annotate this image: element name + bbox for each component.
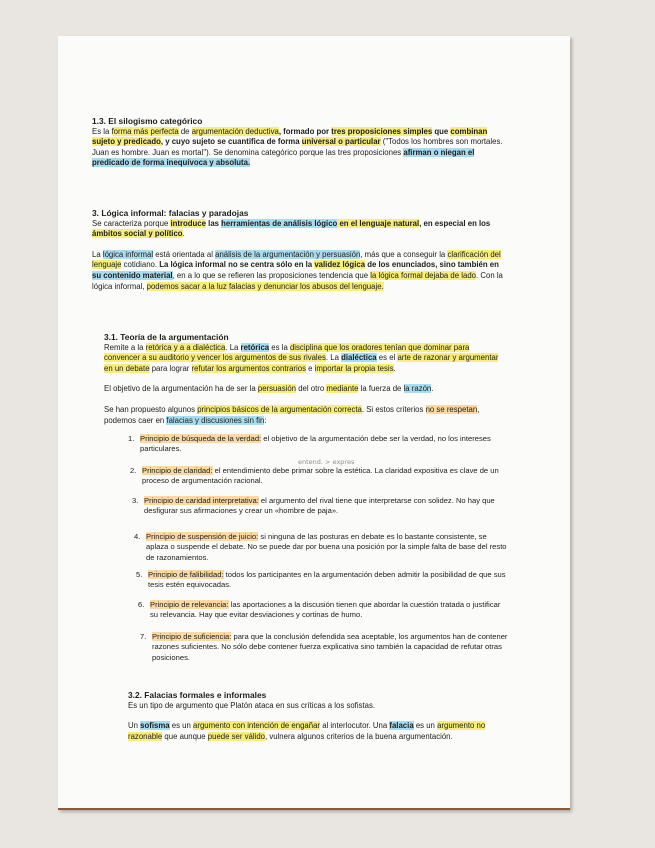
principle-item: [130, 466, 508, 487]
text: Remite a la: [104, 342, 146, 352]
section-3-1: [104, 332, 506, 426]
text: las: [205, 218, 222, 228]
text: que aunque: [162, 731, 208, 741]
text: .: [431, 384, 434, 394]
highlight: la razón: [403, 384, 432, 394]
text: , y cuyo sujeto se cuantifica de forma: [160, 137, 302, 147]
item-number: 3.: [132, 496, 139, 505]
text: es el: [376, 353, 398, 363]
highlight: mediante: [326, 384, 359, 394]
principle-item: [134, 532, 508, 563]
principle-title: Principio de suficiencia:: [152, 632, 232, 641]
text: . Con la lógica informal,: [92, 270, 503, 291]
text: . La: [225, 342, 241, 352]
item-number: 1.: [128, 434, 135, 443]
highlight: herramientas de análisis lógico: [221, 218, 338, 228]
item-number: 4.: [134, 532, 141, 541]
text: ("Todos los hombres son mortales. Juan es hombre. Juan es mortal"). Se denomina categórico porque las tres proposiciones: [92, 137, 503, 157]
text: está orientada al: [153, 249, 216, 259]
principle-text: para que la conclusión defendida sea aceptable, los argumentos han de contener razones suficientes. No sólo debe contener fuerza explicativa sino también la capacidad de refutar otras posiciones.: [152, 632, 508, 662]
text: de los enunciados, sino también en: [365, 260, 499, 270]
text: Es la: [92, 126, 112, 136]
principle-text: el objetivo de la argumentación debe ser la verdad, no los intereses particulares.: [140, 434, 491, 454]
highlight: refutar los argumentos contrarios: [191, 363, 306, 373]
highlight: introduce: [170, 218, 206, 228]
text: . Si estos criterios: [361, 404, 426, 414]
section-3: [92, 208, 508, 292]
text: cotidiano.: [121, 260, 160, 270]
principle-text: todos los participantes en la argumentación deben admitir la posibilidad de que sus tesis estén equivocadas.: [148, 570, 506, 590]
item-number: 5.: [136, 570, 143, 579]
text: :: [264, 415, 267, 425]
highlight: clarificación del lenguaje: [92, 249, 501, 270]
text: , podemos caer en: [104, 404, 480, 425]
item-number: 2.: [130, 466, 137, 475]
paragraph: [104, 343, 506, 375]
principle-text: si ninguna de las posturas en debate es lo bastante consistente, se aplaza o suspende el debate. No se puede dar por buena una posición por la simple falta de base del resto de razonamientos.: [146, 532, 507, 562]
highlight: ámbitos social y político: [92, 229, 183, 239]
section-3-2: [128, 690, 512, 742]
text: .: [393, 363, 396, 373]
text: , en especial en los: [419, 218, 491, 228]
principle-title: Principio de búsqueda de la verdad:: [140, 434, 262, 443]
text: para lograr: [149, 363, 192, 373]
highlight: en el lenguaje natural: [337, 218, 420, 228]
heading-text: Lógica informal: falacias y paradojas: [99, 208, 249, 218]
paragraph: [104, 384, 506, 395]
highlight: disciplina que los oradores tenían que dominar para convencer a su auditorio y vencer los argumentos de sus rivales: [104, 342, 470, 363]
highlight: afirman o niegan el predicado de forma inequívoca y absoluta.: [92, 147, 475, 168]
highlight: dialéctica: [341, 353, 377, 363]
highlight: retórica y a a dialéctica: [145, 342, 226, 352]
principle-title: Principio de relevancia:: [150, 600, 229, 609]
highlight: falacias y discusiones sin fin: [166, 415, 265, 425]
section-heading: 3.1. Teoría de la argumentación: [104, 332, 229, 342]
text: La: [92, 249, 103, 259]
principle-title: Principio de suspensión de juicio:: [146, 532, 259, 541]
principle-title: Principio de caridad interpretativa:: [144, 496, 259, 505]
highlight: argumento con intención de engañar: [193, 721, 321, 731]
section-heading: 3.2. Falacias formales e informales: [128, 690, 267, 700]
highlight: persuasión: [257, 384, 297, 394]
principle-item: [138, 600, 508, 621]
text: es la: [269, 342, 290, 352]
item-number: 6.: [138, 600, 145, 609]
text: Un: [128, 721, 141, 731]
highlight: principios básicos de la argumentación correcta: [197, 404, 362, 414]
text: , en a lo que se refieren las proposiciones tendencia que: [172, 270, 371, 280]
highlight: falacia: [389, 721, 414, 731]
highlight: universal o particular: [301, 137, 381, 147]
paragraph: Es un tipo de argumento que Platón ataca en sus críticas a los sofistas.: [128, 700, 376, 710]
principle-item: [140, 632, 508, 663]
highlight: argumentación deductiva: [191, 126, 279, 136]
text: es un: [169, 721, 194, 731]
highlight: no se respetan: [425, 404, 478, 414]
text: e: [306, 363, 315, 373]
text: la fuerza de: [358, 384, 404, 394]
principle-item: [128, 434, 508, 455]
principle-text: el entendimiento debe primar sobre la estética. La claridad expositiva es clave de un proceso de argumentación racional.: [142, 466, 499, 486]
paragraph: [92, 219, 508, 240]
principle-title: Principio de claridad:: [142, 466, 213, 475]
highlight: argumento no razonable: [128, 721, 486, 741]
heading-number: 3.: [92, 208, 99, 218]
principle-title: Principio de falibilidad:: [148, 570, 224, 579]
text: del otro: [296, 384, 327, 394]
text: , formado por: [278, 126, 332, 136]
text: que: [432, 126, 451, 136]
text: de: [178, 126, 192, 136]
highlight: combinan sujeto y predicado: [92, 126, 488, 147]
text: , más que a conseguir la: [360, 249, 448, 259]
highlight: sofisma: [140, 721, 170, 731]
paragraph: [92, 250, 508, 292]
text: La lógica informal no se centra sólo en la: [159, 260, 315, 270]
section-heading: 1.3. El silogismo categórico: [92, 116, 203, 126]
principle-text: las aportaciones a la discusión tienen que abordar la cuestión tratada o justificar su relevancia. Hay que evitar desviaciones y cortinas de humo.: [150, 600, 501, 620]
highlight: arte de razonar y argumentar en un debate: [104, 353, 499, 373]
principle-item: [136, 570, 508, 591]
highlight: tres proposiciones simples: [331, 126, 433, 136]
text: Se han propuesto algunos: [104, 404, 198, 414]
highlight: podemos sacar a la luz falacias y denunciar los abusos del lenguaje.: [146, 281, 384, 291]
text: .: [182, 229, 185, 239]
highlight: forma más perfecta: [111, 126, 179, 136]
highlight: lógica informal: [102, 249, 154, 259]
highlight: la lógica formal dejaba de lado: [370, 270, 477, 280]
text: El objetivo de la argumentación ha de ser la: [104, 384, 258, 394]
text: es un: [413, 721, 438, 731]
paragraph: [92, 127, 508, 169]
highlight: retórica: [240, 342, 270, 352]
text: , vulnera algunos criterios de la buena argumentación.: [265, 731, 453, 741]
highlight: importar la propia tesis: [314, 363, 394, 373]
highlight: análisis de la argumentación y persuasión: [215, 249, 361, 259]
highlight: puede ser válido: [207, 731, 265, 741]
paragraph: [104, 405, 506, 426]
text: al interlocutor. Una: [320, 721, 390, 731]
text: . La: [325, 353, 342, 363]
section-1-3: [92, 116, 508, 169]
item-number: 7.: [140, 632, 147, 641]
paragraph: [128, 721, 512, 742]
handwritten-note: entend. > expres: [298, 458, 355, 466]
highlight: validez lógica: [314, 260, 366, 270]
principle-item: [132, 496, 508, 517]
highlight: su contenido material: [92, 270, 173, 280]
text: Se caracteriza porque: [92, 218, 171, 228]
section-heading: [92, 208, 508, 219]
principle-text: el argumento del rival tiene que interpretarse con solidez. No hay que desfigurar sus afirmaciones y crear un «hombre de paja».: [144, 496, 495, 516]
